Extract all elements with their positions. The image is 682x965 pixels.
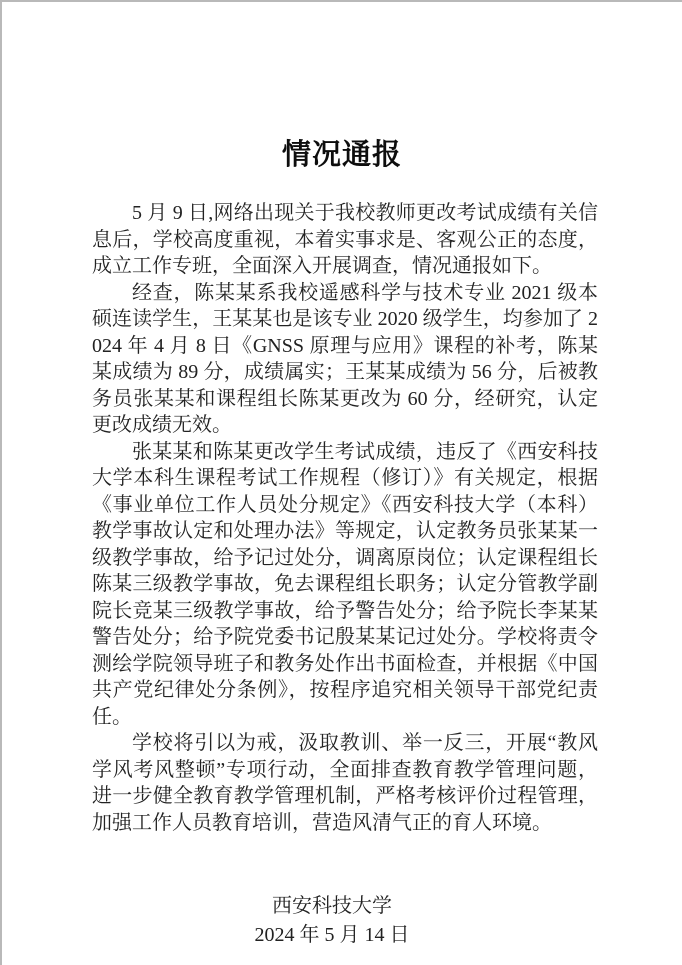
page-title: 情况通报 (281, 139, 402, 171)
signature-date: 2024 年 5 月 14 日 (254, 924, 410, 946)
signature-block (202, 892, 462, 950)
paragraph: 学校将引以为戒，汲取教训、举一反三，开展“教风学风考风整顿”专项行动，全面排查教育教学管理问题，进一步健全教育教学管理机制，严格考核评价过程管理，加强工作人员教育培训，营造风清气正的育人环境。 (92, 732, 598, 834)
paragraph: 5 月 9 日,网络出现关于我校教师更改考试成绩有关信息后，学校高度重视，本着实事求是、客观公正的态度，成立工作专班，全面深入开展调查，情况通报如下。 (92, 202, 598, 277)
signer-name: 西安科技大学 (272, 895, 392, 917)
paragraph: 张某某和陈某更改学生考试成绩，违反了《西安科技大学本科生课程考试工作规程（修订）》有关规定，根据《事业单位工作人员处分规定》《西安科技大学（本科）教学事故认定和处理办法》等规定，认定教务员张某某一级教学事故，给予记过处分，调离原岗位；认定课程组长陈某三级教学事故，免去课程组长职务；认定分管教学副院长竞某三级教学事故，给予警告处分；给予院长李某某警告处分；给予院党委书记殷某某记过处分。学校将责令测绘学院领导班子和教务处作出书面检查，并根据《中国共产党纪律处分条例》，按程序追究相关领导干部党纪责任。 (92, 440, 598, 728)
paragraph: 经查，陈某某系我校遥感科学与技术专业 2021 级本硕连读学生，王某某也是该专业 2020 级学生，均参加了 2024 年 4 月 8 日《GNSS 原理与应用》课程的补考，陈某某成绩为 89 分，成绩属实；王某某成绩为 56 分，后被教务员张某某和课程组长陈某更改为 60 分，经研究，认定更改成绩无效。 (92, 281, 598, 436)
document-body (92, 200, 598, 836)
notice-page (2, 2, 682, 965)
